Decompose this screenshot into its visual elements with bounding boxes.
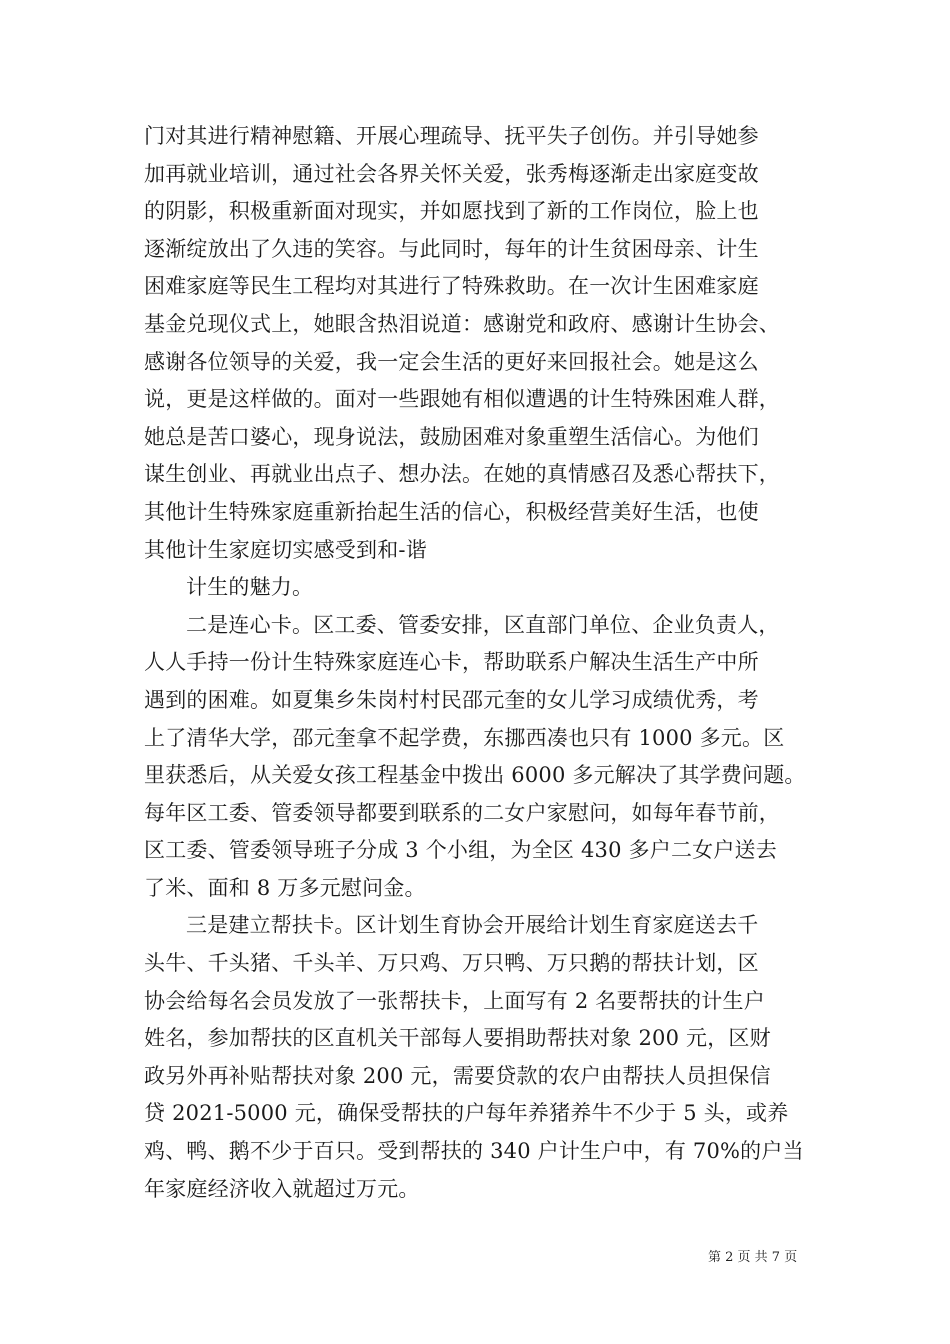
text-line: 逐渐绽放出了久违的笑容。与此同时，每年的计生贫困母亲、计生 — [144, 236, 759, 261]
text-line: 协会给每名会员发放了一张帮扶卡，上面写有 2 名要帮扶的计生户 — [144, 988, 765, 1013]
text-line: 贷 2021-5000 元，确保受帮扶的户每年养猪养牛不少于 5 头，或养 — [144, 1101, 789, 1126]
text-line: 人人手持一份计生特殊家庭连心卡，帮助联系户解决生活生产中所 — [144, 650, 759, 675]
text-line: 其他计生家庭切实感受到和-谐 — [144, 537, 427, 562]
paragraph-fragment — [144, 569, 814, 607]
text-line: 上了清华大学，邵元奎拿不起学费，东挪西凑也只有 1000 多元。区 — [144, 725, 785, 750]
text-line: 里获悉后，从关爱女孩工程基金中拨出 6000 多元解决了其学费问题。 — [144, 763, 806, 788]
page-number-footer: 第 2 页 共 7 页 — [708, 1250, 798, 1265]
text-line: 遇到的困难。如夏集乡朱岗村村民邵元奎的女儿学习成绩优秀，考 — [144, 687, 759, 712]
text-line: 她总是苦口婆心，现身说法，鼓励困难对象重塑生活信心。为他们 — [144, 424, 759, 449]
text-line: 政另外再补贴帮扶对象 200 元，需要贷款的农户由帮扶人员担保信 — [144, 1063, 771, 1088]
text-line: 每年区工委、管委领导都要到联系的二女户家慰问，如每年春节前， — [144, 800, 780, 825]
text-line: 了米、面和 8 万多元慰问金。 — [144, 875, 426, 900]
text-line: 鸡、鸭、鹅不少于百只。受到帮扶的 340 户计生户中，有 70%的户当 — [144, 1139, 804, 1164]
text-line: 谋生创业、再就业出点子、想办法。在她的真情感召及悉心帮扶下， — [144, 462, 780, 487]
text-line: 年家庭经济收入就超过万元。 — [144, 1176, 420, 1201]
text-line: 头牛、千头猪、千头羊、万只鸡、万只鸭、万只鹅的帮扶计划，区 — [144, 951, 759, 976]
text-line: 的阴影，积极重新面对现实，并如愿找到了新的工作岗位，脸上也 — [144, 199, 759, 224]
text-line: 区工委、管委领导班子分成 3 个小组，为全区 430 多户二女户送去 — [144, 838, 777, 863]
text-line: 计生的魅力。 — [186, 575, 314, 600]
text-line: 困难家庭等民生工程均对其进行了特殊救助。在一次计生困难家庭 — [144, 274, 759, 299]
text-line: 其他计生特殊家庭重新抬起生活的信心，积极经营美好生活，也使 — [144, 499, 759, 524]
text-line: 门对其进行精神慰籍、开展心理疏导、抚平失子创伤。并引导她参 — [144, 124, 759, 148]
text-line: 姓名，参加帮扶的区直机关干部每人要捐助帮扶对象 200 元，区财 — [144, 1026, 771, 1051]
text-line: 基金兑现仪式上，她眼含热泪说道：感谢党和政府、感谢计生协会、 — [144, 311, 780, 336]
text-line: 加再就业培训，通过社会各界关怀关爱，张秀梅逐渐走出家庭变故 — [144, 161, 759, 186]
paragraph-lianxinka — [144, 607, 814, 908]
text-line: 二是连心卡。区工委、管委安排，区直部门单位、企业负责人， — [186, 612, 780, 637]
document-body — [144, 118, 814, 1208]
paragraph-bangfuka — [144, 907, 814, 1208]
text-line: 感谢各位领导的关爱，我一定会生活的更好来回报社会。她是这么 — [144, 349, 759, 374]
paragraph-continuation — [144, 118, 814, 569]
text-line: 说，更是这样做的。面对一些跟她有相似遭遇的计生特殊困难人群， — [144, 387, 780, 412]
text-line: 三是建立帮扶卡。区计划生育协会开展给计划生育家庭送去千 — [186, 913, 759, 938]
